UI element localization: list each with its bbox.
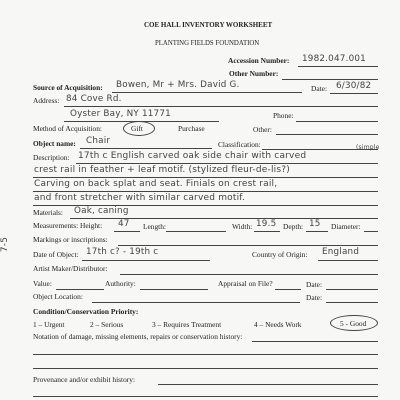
other-number-label: Other Number:: [229, 69, 279, 78]
provenance-label: Provenance and/or exhibit history:: [33, 375, 136, 384]
object-name-label: Object name:: [33, 139, 76, 148]
gift-option: Gift: [131, 124, 143, 133]
date-line: [330, 93, 378, 94]
artist-label: Artist Maker/Distributor:: [33, 264, 108, 273]
notation-label: Notation of damage, missing elements, repairs or conservation history:: [33, 332, 243, 341]
condition-4: 4 – Needs Work: [254, 320, 302, 329]
address-value-1: 84 Cove Rd.: [66, 94, 122, 104]
country-line: [318, 260, 378, 261]
method-label: Method of Acquisition:: [33, 124, 102, 133]
classification-label: Classification:: [218, 140, 261, 149]
notation-line-1: [252, 341, 378, 342]
other-number-line: [282, 79, 378, 80]
description-line-3: Carving on back splat and seat. Finials on crest rail,: [34, 179, 278, 189]
width-label: Width:: [232, 222, 253, 231]
markings-label: Markings or inscriptions:: [33, 235, 108, 244]
source-value: Bowen, Mr + Mrs. David G.: [116, 80, 240, 90]
measurements-label: Measurements: Height:: [33, 221, 103, 230]
appraisal-line: [275, 289, 301, 290]
address-line-1: [64, 106, 378, 107]
date-of-object-line: [82, 260, 210, 261]
description-rule-2: [33, 177, 378, 178]
depth-label: Depth:: [283, 222, 304, 231]
diameter-line: [364, 231, 378, 232]
address-value-2: Oyster Bay, NY 11771: [70, 109, 171, 119]
accession-value: 1982.047.001: [302, 54, 366, 64]
date-label: Date:: [311, 84, 328, 93]
source-label: Source of Acquisition:: [33, 83, 103, 92]
phone-line: [296, 121, 378, 122]
width-line: [254, 231, 280, 232]
phone-label: Phone:: [273, 111, 294, 120]
condition-2: 2 – Serious: [90, 320, 124, 329]
country-value: England: [322, 247, 360, 257]
description-line-1: 17th c English carved oak side chair with carved: [78, 151, 307, 161]
notation-line-2: [33, 354, 378, 355]
description-line-2: crest rail in feather + leaf motif. (stylized fleur-de-lis?): [34, 165, 290, 175]
description-insert: (simple: [356, 144, 380, 151]
height-line: [114, 231, 140, 232]
country-label: Country of Origin:: [252, 250, 308, 259]
date-of-object-label: Date of Object:: [33, 250, 79, 259]
authority-label: Authority:: [105, 279, 136, 288]
purchase-option: Purchase: [178, 124, 205, 133]
markings-line: [118, 245, 378, 246]
object-name-line: [80, 148, 212, 149]
date-value: 6/30/82: [336, 81, 372, 91]
height-value: 47: [118, 219, 130, 229]
description-rule-1: [76, 163, 378, 164]
description-line-4: and front stretcher with similar carved motif.: [34, 193, 246, 203]
depth-value: 15: [309, 219, 321, 229]
description-label: Description:: [33, 153, 70, 162]
object-name-value: Chair: [86, 136, 111, 146]
location-date-line: [326, 302, 378, 303]
notation-line-3: [33, 368, 378, 369]
artist-line: [120, 274, 378, 275]
provenance-line-1: [158, 384, 378, 385]
materials-line: [70, 218, 378, 219]
condition-5: 5 - Good: [340, 319, 367, 328]
width-value: 19.5: [256, 219, 277, 229]
depth-line: [306, 231, 328, 232]
appraisal-label: Appraisal on File?: [218, 279, 273, 288]
object-location-line: [92, 302, 300, 303]
location-date-label: Date:: [306, 293, 323, 302]
diameter-label: Diameter:: [331, 222, 361, 231]
object-location-label: Object Location:: [33, 292, 83, 301]
form-title: COE HALL INVENTORY WORKSHEET: [144, 21, 273, 29]
materials-label: Materials:: [33, 208, 63, 217]
source-line: [112, 92, 302, 93]
condition-1: 1 – Urgent: [33, 320, 65, 329]
other-label: Other:: [253, 125, 272, 134]
date-of-object-value: 17th c? - 19th c: [86, 247, 159, 257]
condition-3: 3 – Requires Treatment: [152, 320, 222, 329]
margin-note: 7-5: [0, 236, 11, 253]
length-line: [166, 231, 226, 232]
value-line: [56, 289, 104, 290]
accession-line: [298, 66, 378, 67]
description-rule-3: [33, 191, 378, 192]
accession-label: Accession Number:: [228, 56, 290, 65]
materials-value: Oak, caning: [74, 206, 129, 216]
length-label: Length:: [143, 222, 166, 231]
condition-heading: Condition/Conservation Priority:: [33, 307, 139, 316]
form-subtitle: PLANTING FIELDS FOUNDATION: [155, 40, 260, 47]
value-label: Value:: [33, 279, 52, 288]
appraisal-date-label: Date:: [306, 280, 323, 289]
other-line: [276, 134, 378, 135]
address-label: Address:: [33, 96, 60, 105]
authority-line: [140, 289, 208, 290]
provenance-line-2: [33, 396, 378, 397]
appraisal-date-line: [326, 289, 378, 290]
